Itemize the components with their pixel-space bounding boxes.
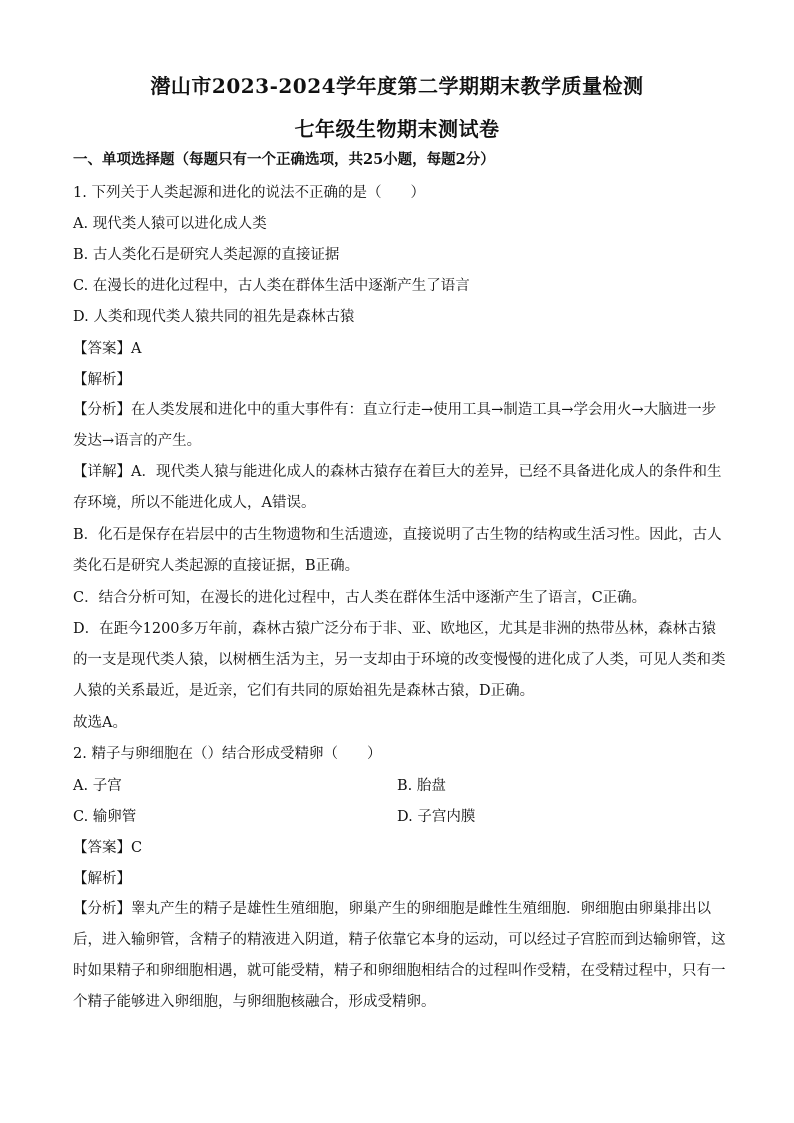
page-title: 潜山市2023-2024学年度第二学期期末教学质量检测 [150, 74, 644, 98]
q2-option-a: A. 子宫 [73, 778, 122, 794]
q1-stem: 1. 下列关于人类起源和进化的说法不正确的是（ ） [73, 185, 425, 201]
q2-answer: 【答案】C [73, 840, 143, 856]
q2-stem: 2. 精子与卵细胞在（）结合形成受精卵（ ） [73, 746, 382, 762]
q1-analysis-label: 【解析】 [73, 372, 131, 388]
q1-explain-b: B．化石是保存在岩层中的古生物遗物和生活遗迹，直接说明了古生物的结构或生活习性。因此，古人类化石是研究人类起源的直接证据，B正确。 [73, 527, 722, 574]
q1-xiangjie: 【详解】A．现代类人猿与能进化成人的森林古猿存在着巨大的差异，已经不具备进化成人的条件和生存环境，所以不能进化成人，A错误。 [73, 464, 722, 511]
q2-option-d: D. 子宫内膜 [397, 809, 476, 825]
page-subtitle: 七年级生物期末测试卷 [294, 117, 500, 141]
q2-fenxi: 【分析】睾丸产生的精子是雄性生殖细胞，卵巢产生的卵细胞是雌性生殖细胞．卵细胞由卵巢排出以后，进入输卵管，含精子的精液进入阴道，精子依靠它本身的运动，可以经过子宫腔而到达输卵管，这时如果精子和卵细胞相遇，就可能受精，精子和卵细胞相结合的过程叫作受精，在受精过程中，只有一个精子能够进入卵细胞，与卵细胞核融合，形成受精卵。 [73, 901, 726, 1010]
section-heading: 一、单项选择题（每题只有一个正确选项，共25小题，每题2分） [73, 151, 495, 168]
q1-explain-d: D．在距今1200多万年前，森林古猿广泛分布于非、亚、欧地区，尤其是非洲的热带丛林，森林古猿的一支是现代类人猿，以树栖生活为主，另一支却由于环境的改变慢慢的进化成了人类，可见人类和类人猿的关系最近，是近亲，它们有共同的原始祖先是森林古猿，D正确。 [73, 621, 726, 699]
q1-option-c: C. 在漫长的进化过程中，古人类在群体生活中逐渐产生了语言 [73, 278, 470, 294]
q1-fenxi: 【分析】在人类发展和进化中的重大事件有：直立行走→使用工具→制造工具→学会用火→大脑进一步发达→语言的产生。 [73, 402, 717, 449]
q1-option-a: A. 现代类人猿可以进化成人类 [73, 216, 267, 232]
q2-option-b: B. 胎盘 [397, 778, 446, 794]
q2-option-c: C. 输卵管 [73, 809, 137, 825]
q1-option-d: D. 人类和现代类人猿共同的祖先是森林古猿 [73, 309, 355, 325]
q1-explain-c: C．结合分析可知，在漫长的进化过程中，古人类在群体生活中逐渐产生了语言，C正确。 [73, 590, 647, 606]
q1-conclusion: 故选A。 [73, 715, 127, 731]
q1-answer: 【答案】A [73, 341, 142, 357]
q2-analysis-label: 【解析】 [73, 871, 131, 887]
q1-option-b: B. 古人类化石是研究人类起源的直接证据 [73, 247, 340, 263]
